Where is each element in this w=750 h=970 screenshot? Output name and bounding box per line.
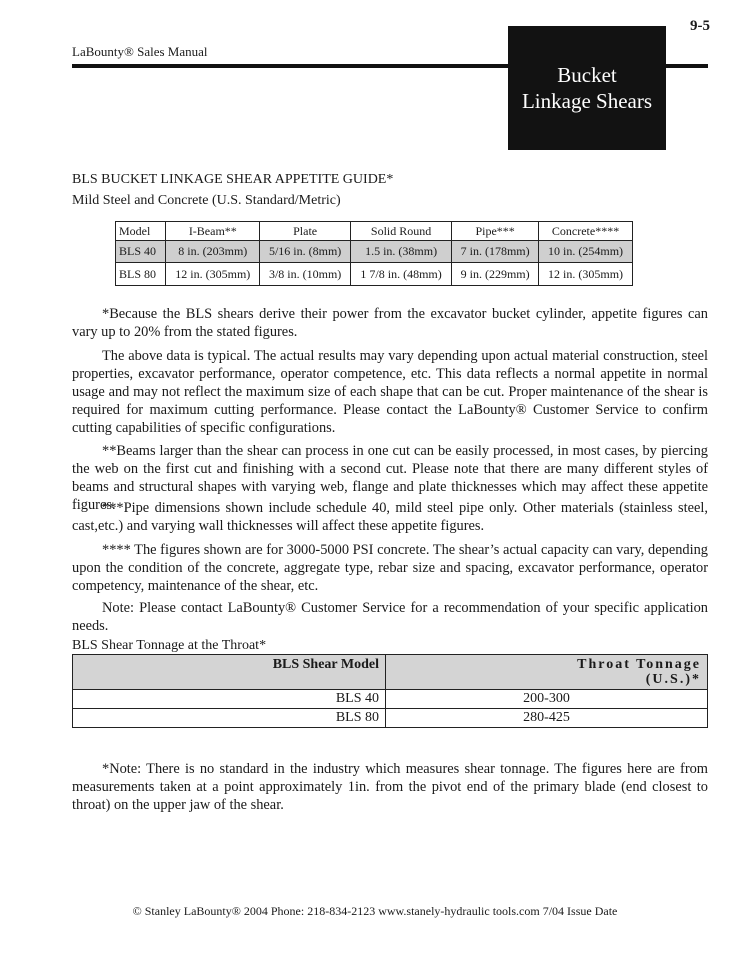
- table-cell: BLS 80: [116, 263, 166, 286]
- section-title-line1: Bucket: [557, 63, 617, 87]
- table-cell: 7 in. (178mm): [452, 241, 539, 263]
- table-cell: 1 7/8 in. (48mm): [351, 263, 452, 286]
- page-footer: © Stanley LaBounty® 2004 Phone: 218-834-2123 www.stanely-hydraulic tools.com 7/04 Issue Date: [132, 904, 618, 918]
- table-cell: BLS 80: [73, 709, 386, 728]
- column-header: BLS Shear Model: [73, 655, 386, 690]
- table-cell: 12 in. (305mm): [539, 263, 633, 286]
- tonnage-caption: BLS Shear Tonnage at the Throat*: [72, 638, 267, 653]
- table-row: [73, 690, 708, 709]
- table-cell: 8 in. (203mm): [166, 241, 260, 263]
- tonnage-header-line1: Throat Tonnage: [577, 657, 701, 672]
- tonnage-header-line2: (U.S.)*: [645, 672, 701, 687]
- footnote-appetite-variation: *Because the BLS shears derive their power from the excavator bucket cylinder, appetite figures can vary up to 20% from the stated figures.: [72, 306, 708, 340]
- column-header: Plate: [260, 222, 351, 241]
- section-title-line2: Linkage Shears: [521, 89, 653, 113]
- table-cell: 280-425: [386, 709, 708, 728]
- appetite-table: [115, 221, 633, 286]
- column-header: I-Beam**: [166, 222, 260, 241]
- footnote-beams: **Beams larger than the shear can process in one cut can be easily processed, in most cases, by piercing the web on the first cut and finishing with a second cut. Please note that there are many different styles of beams and structural shapes with varying web, flange and plate thicknesses which may affect these appetite figures.: [72, 443, 708, 513]
- table-cell: 9 in. (229mm): [452, 263, 539, 286]
- table-header-row: [116, 222, 633, 241]
- tonnage-note: *Note: There is no standard in the industry which measures shear tonnage. The figures here are from measurements taken at a point approximately 1in. from the pivot end of the primary blade (end closest to throat) on the upper jaw of the shear.: [72, 761, 708, 813]
- appetite-guide-subtitle: Mild Steel and Concrete (U.S. Standard/Metric): [72, 193, 341, 208]
- table-cell: 1.5 in. (38mm): [351, 241, 452, 263]
- table-row: [73, 709, 708, 728]
- table-cell: 12 in. (305mm): [166, 263, 260, 286]
- tonnage-table: [72, 654, 708, 728]
- column-header: [386, 655, 708, 690]
- column-header: Solid Round: [351, 222, 452, 241]
- table-row: [116, 241, 633, 263]
- appetite-guide-title: BLS BUCKET LINKAGE SHEAR APPETITE GUIDE*: [72, 172, 394, 187]
- table-cell: 3/8 in. (10mm): [260, 263, 351, 286]
- table-cell: 200-300: [386, 690, 708, 709]
- contact-note: Note: Please contact LaBounty® Customer Service for a recommendation of your specific application needs.: [72, 600, 708, 634]
- table-header-row: [73, 655, 708, 690]
- column-header: Concrete****: [539, 222, 633, 241]
- footnote-concrete: **** The figures shown are for 3000-5000 PSI concrete. The shear’s actual capacity can vary, depending upon the condition of the concrete, aggregate type, rebar size and spacing, excavator performance, operator competency, maintenance of the shear, etc.: [72, 542, 708, 594]
- table-cell: BLS 40: [73, 690, 386, 709]
- section-title-box: [508, 26, 666, 150]
- table-cell: BLS 40: [116, 241, 166, 263]
- table-row: [116, 263, 633, 286]
- column-header: Model: [116, 222, 166, 241]
- paragraph-typical-data: The above data is typical. The actual results may vary depending upon actual material construction, steel properties, excavator performance, operator competence, etc. This data reflects a normal appetite in normal usage and may not reflect the maximum size of each shape that can be cut. Proper maintenance of the shear is required for maximum cutting performance. Please contact the LaBounty® Customer Service to confirm cutting capabilities of specific configurations.: [72, 348, 708, 436]
- table-cell: 5/16 in. (8mm): [260, 241, 351, 263]
- manual-title: LaBounty® Sales Manual: [72, 44, 208, 59]
- table-cell: 10 in. (254mm): [539, 241, 633, 263]
- column-header: Pipe***: [452, 222, 539, 241]
- footnote-pipe: ***Pipe dimensions shown include schedule 40, mild steel pipe only. Other materials (stainless steel, cast,etc.) and varying wall thicknesses will affect these appetite figures.: [72, 500, 708, 534]
- page-number: 9-5: [690, 18, 710, 34]
